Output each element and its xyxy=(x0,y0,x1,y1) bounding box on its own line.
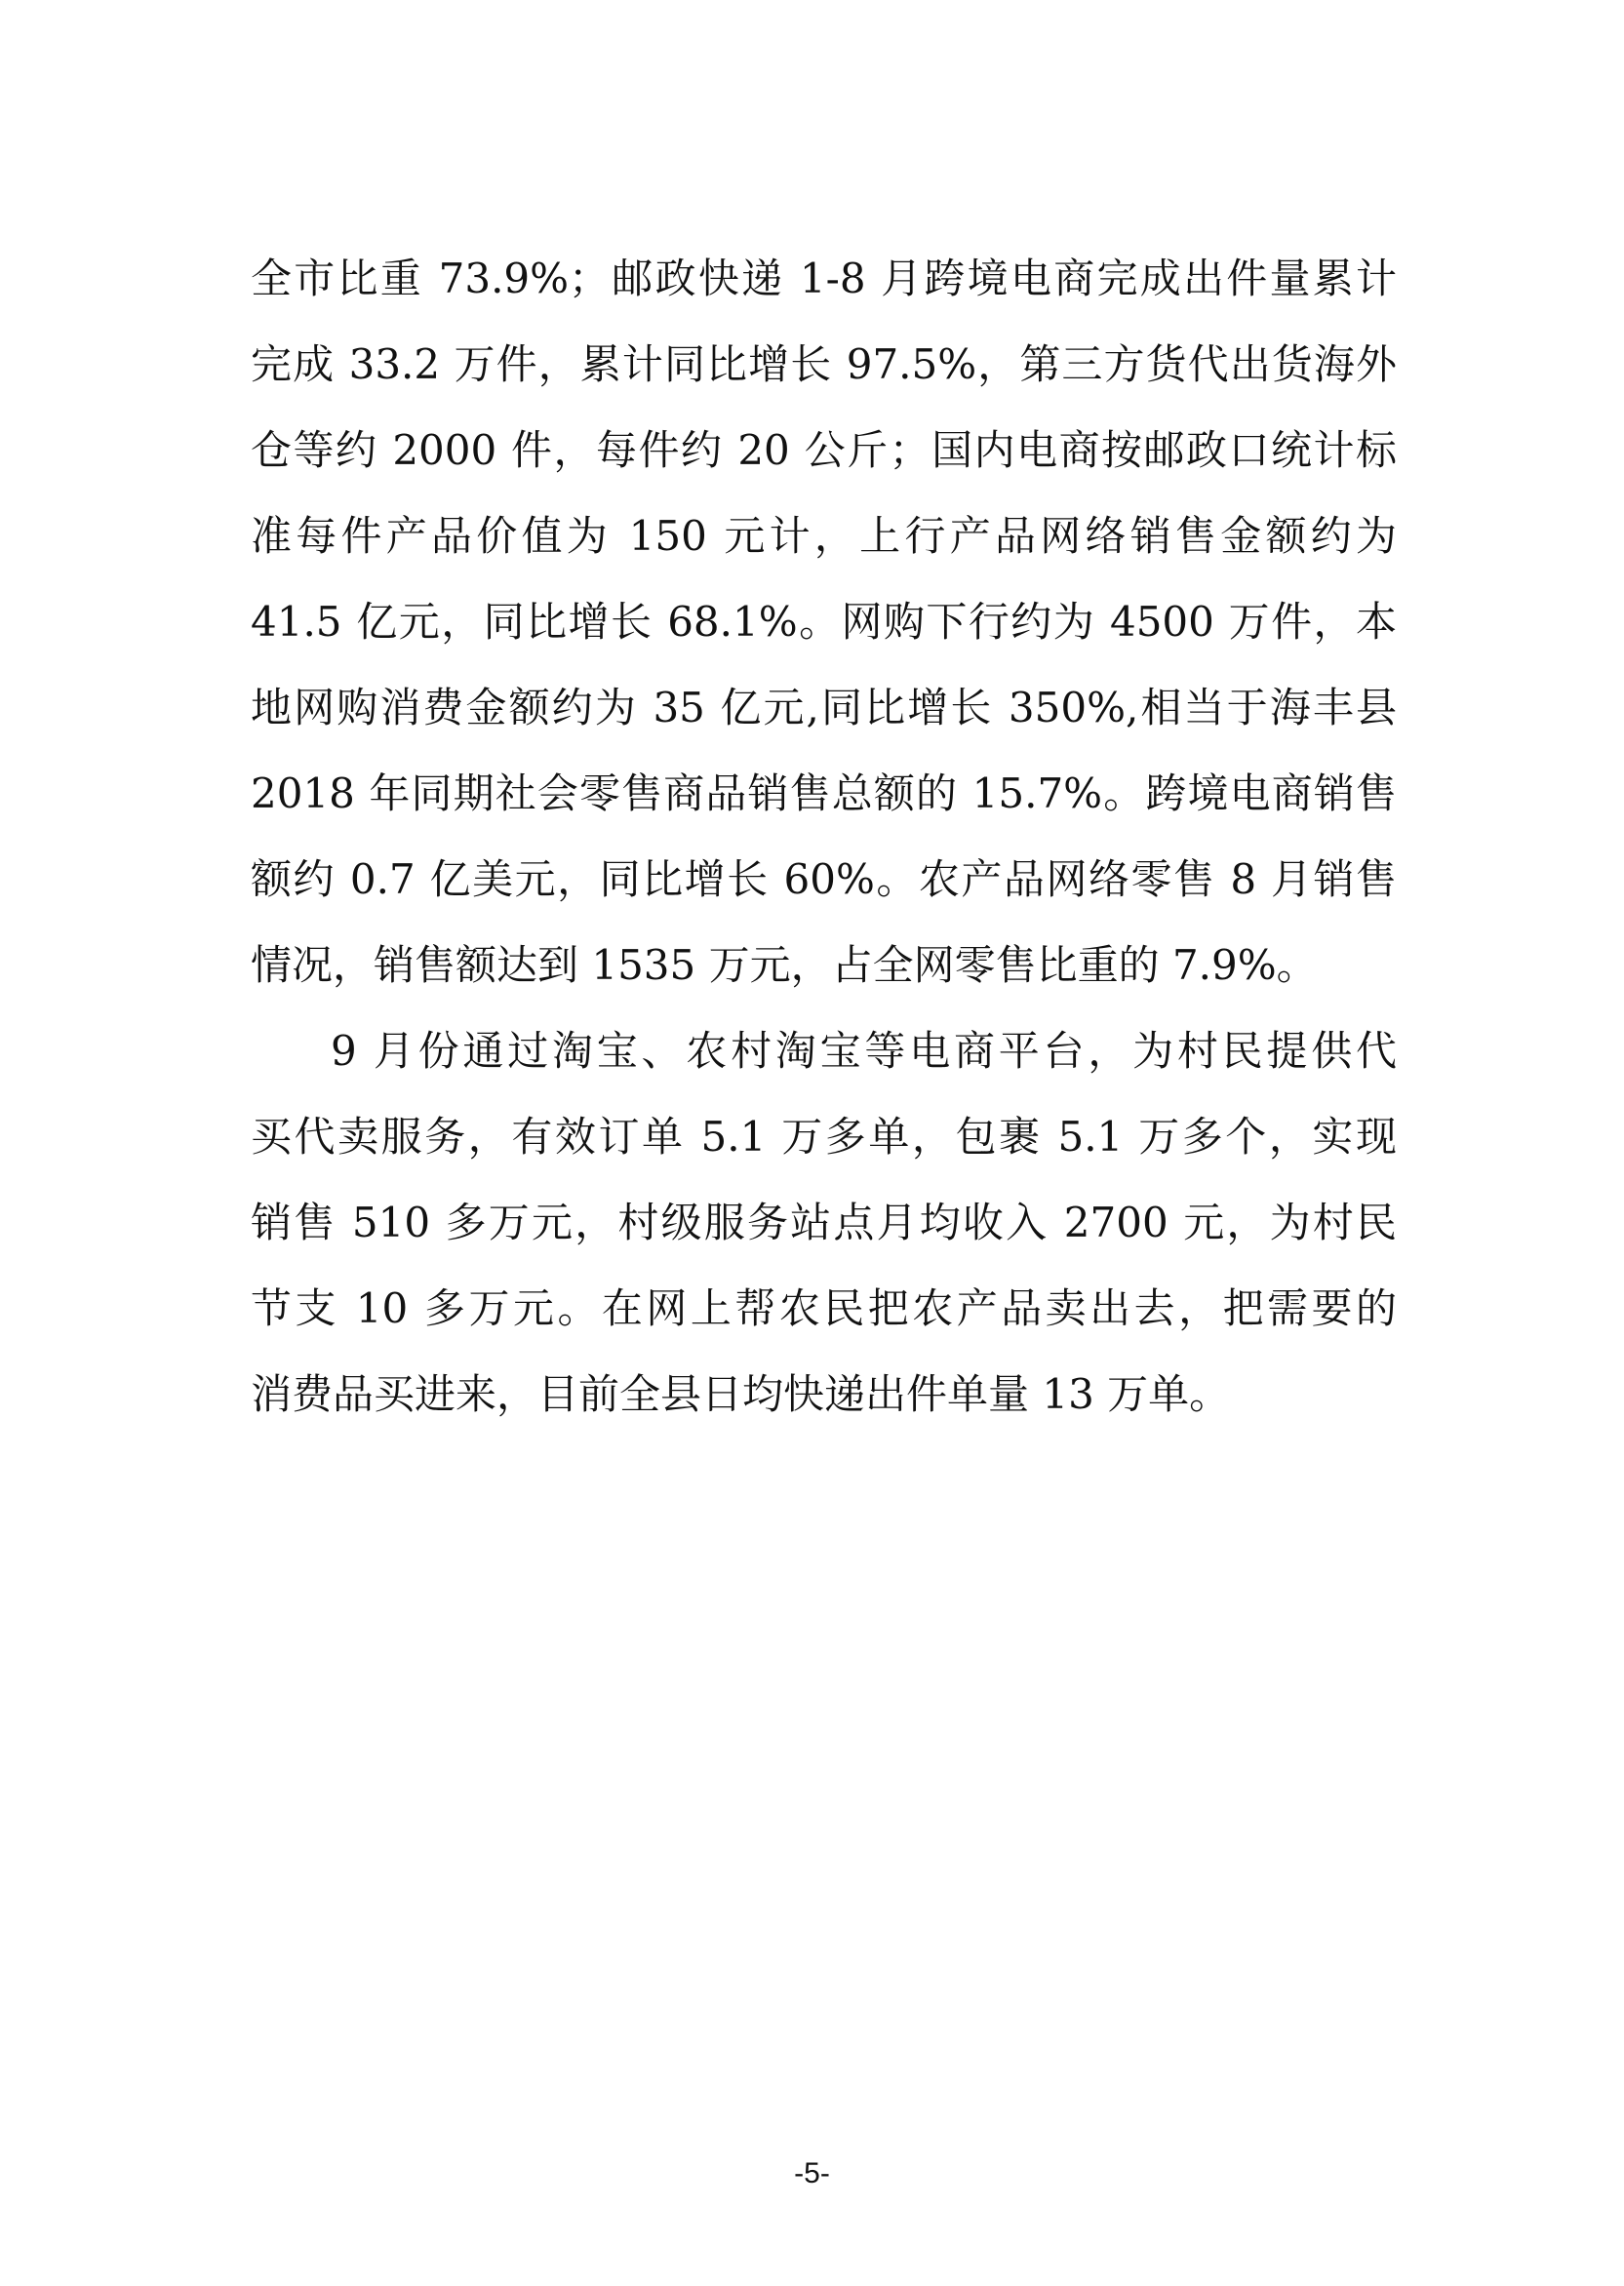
text-line: 地网购消费金额约为 35 亿元,同比增长 350%,相当于海丰县 xyxy=(251,684,1397,731)
page-number: -5- xyxy=(794,2157,830,2189)
text-line: 节支 10 多万元。在网上帮农民把农产品卖出去，把需要的 xyxy=(251,1284,1397,1332)
text-line: 2018 年同期社会零售商品销售总额的 15.7%。跨境电商销售 xyxy=(251,769,1397,817)
text-line: 情况，销售额达到 1535 万元，占全网零售比重的 7.9%。 xyxy=(251,941,1318,989)
text-line: 消费品买进来，目前全县日均快递出件单量 13 万单。 xyxy=(251,1370,1231,1418)
text-line: 准每件产品价值为 150 元计，上行产品网络销售金额约为 xyxy=(251,512,1397,560)
text-line: 仓等约 2000 件，每件约 20 公斤；国内电商按邮政口统计标 xyxy=(251,426,1397,474)
text-line: 全市比重 73.9%；邮政快递 1-8 月跨境电商完成出件量累计 xyxy=(251,255,1397,302)
text-line: 额约 0.7 亿美元，同比增长 60%。农产品网络零售 8 月销售 xyxy=(251,855,1397,903)
text-line: 销售 510 多万元，村级服务站点月均收入 2700 元，为村民 xyxy=(251,1199,1397,1246)
text-line: 完成 33.2 万件，累计同比增长 97.5%，第三方货代出货海外 xyxy=(251,340,1397,388)
paragraph-2 xyxy=(251,1008,1397,1438)
document-body xyxy=(251,236,1397,1438)
text-line: 9 月份通过淘宝、农村淘宝等电商平台，为村民提供代 xyxy=(331,1027,1397,1075)
paragraph-1 xyxy=(251,236,1397,1008)
text-line: 买代卖服务，有效订单 5.1 万多单，包裹 5.1 万多个，实现 xyxy=(251,1113,1397,1161)
text-line: 41.5 亿元，同比增长 68.1%。网购下行约为 4500 万件，本 xyxy=(251,598,1397,646)
